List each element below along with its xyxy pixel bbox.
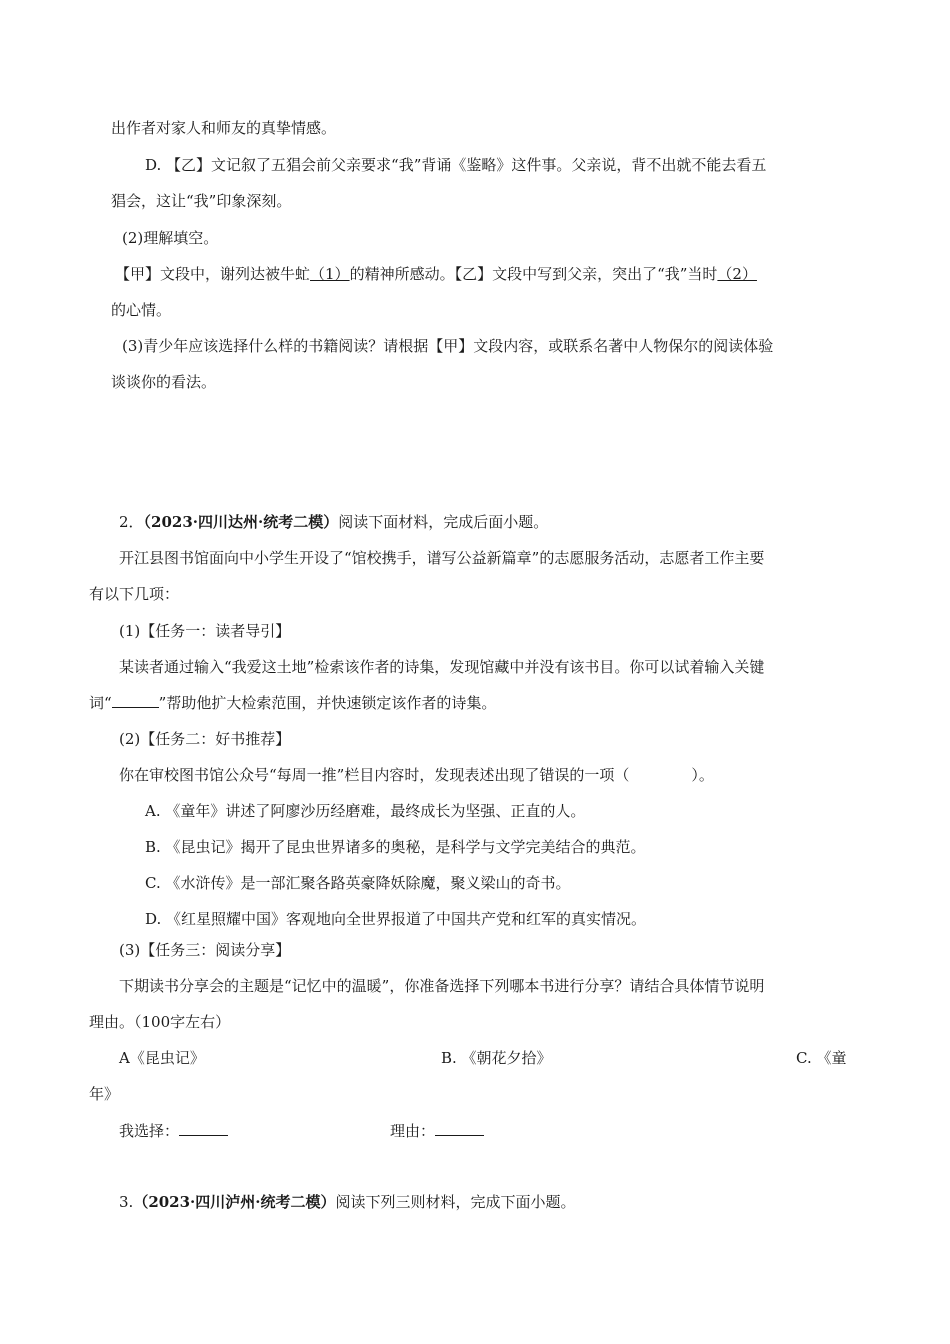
my-choice-blank[interactable]: [179, 1121, 228, 1136]
q1-line-tail: 出作者对家人和师友的真挚情感。: [111, 119, 337, 137]
q2-option-b: B. 《昆虫记》揭开了昆虫世界诸多的奥秘，是科学与文学完美结合的典范。: [145, 838, 646, 856]
q2-source: （2023·四川达州·统考二模）: [143, 513, 339, 531]
q2-task3-line1: 下期读书分享会的主题是“记忆中的温暖”，你准备选择下列哪本书进行分享？请结合具体情节说明: [119, 977, 765, 995]
q2-task1-heading: (1)【任务一：读者导引】: [119, 622, 291, 640]
q2-task3-heading: (3)【任务三：阅读分享】: [119, 941, 291, 959]
q2-choice-a: A《昆虫记》: [119, 1049, 205, 1067]
q2-intro-line2: 有以下几项：: [89, 585, 180, 603]
q2-choice-c: C. 《童: [796, 1049, 847, 1067]
q2-task2-prompt: [119, 765, 714, 785]
q1-option-d-line2: 猖会，这让“我”印象深刻。: [111, 192, 292, 210]
fill-blank-1[interactable]: （1）: [310, 265, 350, 283]
q2-intro-line1: 开江县图书馆面向中小学生开设了“馆校携手，谱写公益新篇章”的志愿服务活动，志愿者工作主要: [119, 549, 765, 567]
q3-source: （2023·四川泸州·统考二模）: [133, 1193, 336, 1211]
task2-prompt-text: 你在审校图书馆公众号“每周一推”栏目内容时，发现表述出现了错误的一项（: [119, 766, 630, 784]
keyword-blank[interactable]: [112, 693, 159, 708]
q1-part2-fill-line: [115, 264, 757, 284]
fill-blank-2[interactable]: （2）: [717, 265, 757, 283]
q2-task1-line1: 某读者通过输入“我爱这土地”检索该作者的诗集，发现馆藏中并没有该书目。你可以试着输入关键: [119, 658, 765, 676]
q3-prompt: 阅读下列三则材料，完成下面小题。: [335, 1193, 576, 1211]
my-choice-row: [119, 1121, 228, 1141]
task2-prompt-end: ）。: [691, 766, 714, 784]
q1-option-d-line1: D. 【乙】文记叙了五猖会前父亲要求“我”背诵《鉴略》这件事。父亲说，背不出就不能去看五: [145, 156, 767, 174]
q2-option-d: D. 《红星照耀中国》客观地向全世界报道了中国共产党和红军的真实情况。: [145, 910, 647, 928]
q2-option-c: C. 《水浒传》是一部汇聚各路英豪降妖除魔，聚义梁山的奇书。: [145, 874, 571, 892]
fill-text-a: 【甲】文段中，谢列达被牛虻: [115, 265, 311, 283]
fill-text-b: 的精神所感动。【乙】文段中写到父亲，突出了“我”当时: [349, 265, 718, 283]
q2-header: [119, 512, 548, 532]
reason-label: 理由：: [390, 1122, 436, 1140]
q2-option-a: A. 《童年》讲述了阿廖沙历经磨难，最终成长为坚强、正直的人。: [145, 802, 586, 820]
q3-header: [119, 1192, 576, 1212]
q2-choice-b: B. 《朝花夕拾》: [441, 1049, 552, 1067]
q2-number: 2．: [119, 513, 144, 531]
q1-part3-line1: (3)青少年应该选择什么样的书籍阅读？请根据【甲】文段内容，或联系名著中人物保尔的阅读体验: [122, 337, 774, 355]
q1-part2-fill-end: 的心情。: [111, 301, 172, 319]
reason-row: [390, 1121, 484, 1141]
q2-task3-line2: 理由。（100字左右）: [89, 1013, 231, 1031]
q1-part2-heading: (2)理解填空。: [122, 229, 219, 247]
q1-part3-line2: 谈谈你的看法。: [111, 373, 217, 391]
q2-task1-line2: [89, 693, 496, 713]
q2-prompt: 阅读下面材料，完成后面小题。: [338, 513, 549, 531]
my-choice-label: 我选择：: [119, 1122, 180, 1140]
q2-task2-heading: (2)【任务二：好书推荐】: [119, 730, 291, 748]
q2-choice-c-cont: 年》: [89, 1085, 120, 1103]
task1-text-a: 词“: [89, 694, 112, 712]
reason-blank[interactable]: [435, 1121, 484, 1136]
q3-number: 3.: [119, 1193, 134, 1211]
task1-text-b: ”帮助他扩大检索范围，并快速锁定该作者的诗集。: [158, 694, 497, 712]
